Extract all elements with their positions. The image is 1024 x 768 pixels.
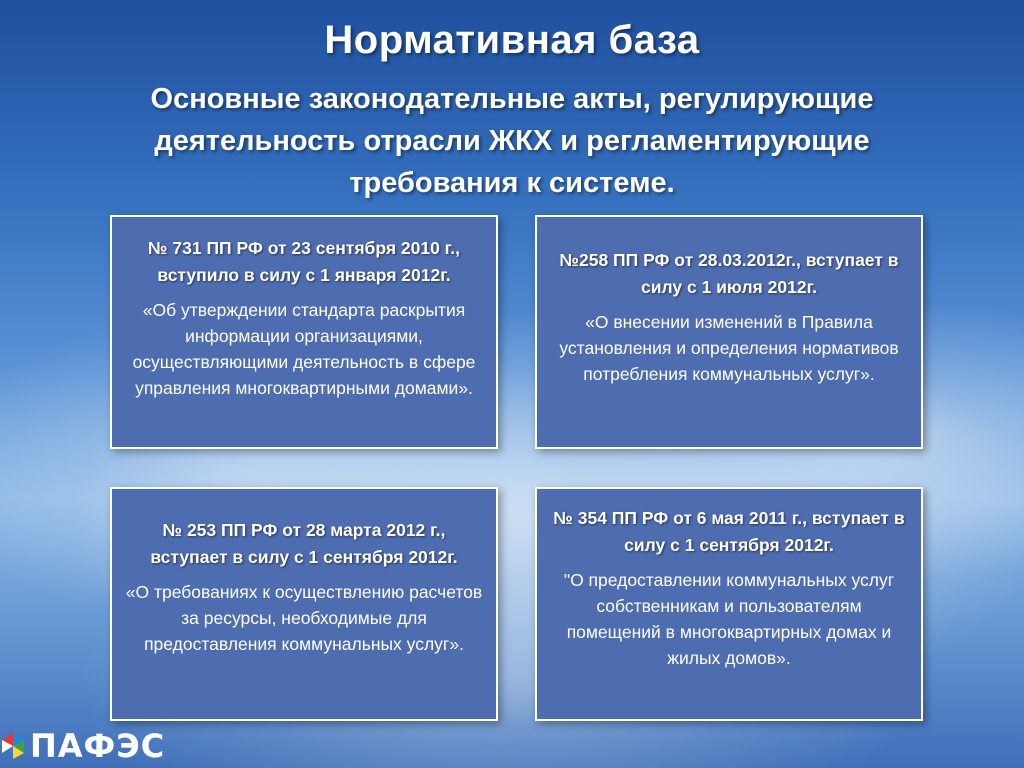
regulation-card-354 [535,487,923,721]
regulation-card-258 [535,215,923,449]
regulation-card-header: № 253 ПП РФ от 28 марта 2012 г., вступает в силу с 1 сентября 2012г. [150,520,458,567]
slide-subtitle: Основные законодательные акты, регулирующие деятельность отрасли ЖКХ и регламентирующие требования к системе. [150,83,874,199]
regulation-card-header: №258 ПП РФ от 28.03.2012г., вступает в силу с 1 июля 2012г. [559,250,899,297]
regulation-card-header: № 731 ПП РФ от 23 сентября 2010 г., вступило в силу с 1 января 2012г. [148,238,460,285]
regulation-card-body: «Об утверждении стандарта раскрытия информации организациями, осуществляющими деятельность в сфере управления многоквартирными домами». [132,300,476,398]
regulation-card-253 [110,487,498,721]
regulation-card-731 [110,215,498,449]
regulation-card-body: «О внесении изменений в Правила установления и определения нормативов потребления коммунальных услуг». [559,312,899,384]
logo-text: ПАФЭС [30,727,166,765]
company-logo [0,728,165,764]
pafes-logo-icon [0,731,26,761]
slide-title: Нормативная база [324,18,700,62]
regulation-card-body: "О предоставлении коммунальных услуг собственникам и пользователям помещений в многоквартирных домах и жилых домов». [563,570,895,668]
regulation-card-body: «О требованиях к осуществлению расчетов за ресурсы, необходимые для предоставления коммунальных услуг». [125,582,483,654]
regulation-card-header: № 354 ПП РФ от 6 мая 2011 г., вступает в силу с 1 сентября 2012г. [553,508,905,555]
